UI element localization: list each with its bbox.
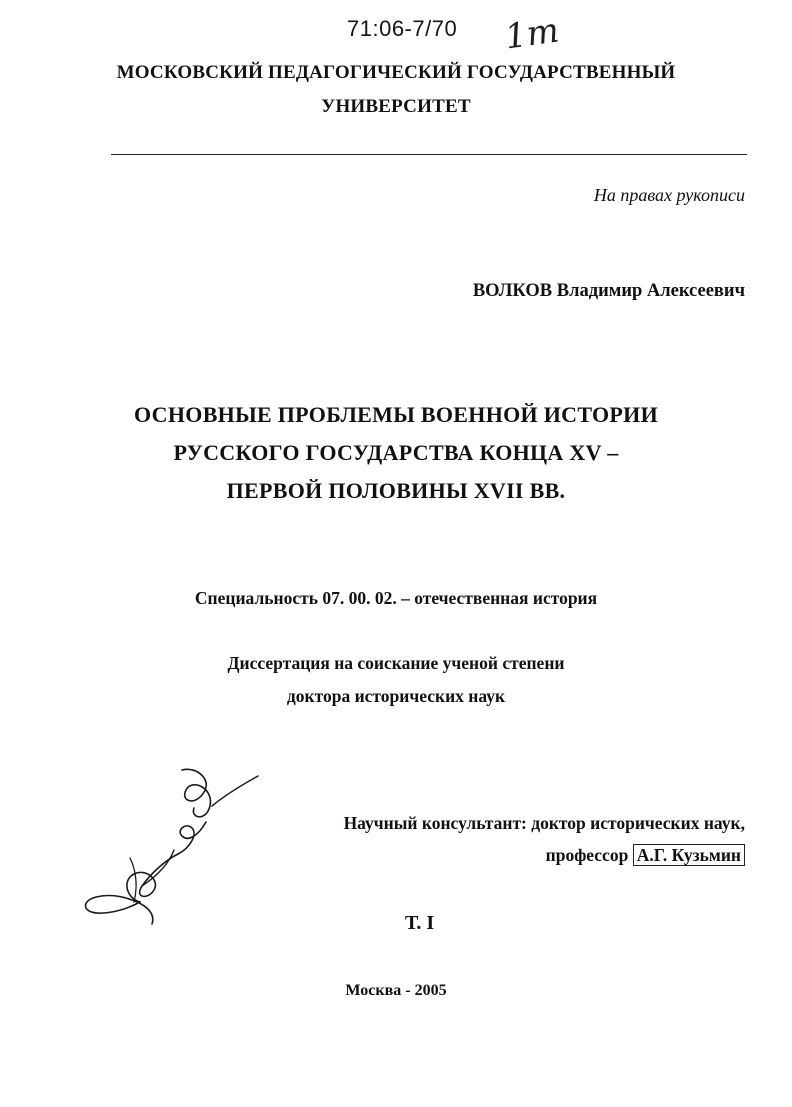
city-year: Москва - 2005 [345,982,447,999]
university-name-line1: МОСКОВСКИЙ ПЕДАГОГИЧЕСКИЙ ГОСУДАРСТВЕННЫЙ [116,62,676,83]
dissertation-line2: доктора исторических наук [286,686,506,706]
rights-note: На правах рукописи [593,185,745,205]
author-name: ВОЛКОВ Владимир Алексеевич [472,281,745,301]
consultant-name-box: А.Г. Кузьмин [633,844,745,866]
header-divider [111,154,747,155]
consultant-line: Научный консультант: доктор исторических наук, [343,813,745,833]
archive-stamp-code: 71:06-7/70 [347,16,458,41]
specialty-line: Специальность 07. 00. 02. – отечественная история [194,588,598,608]
handwritten-note: 1т [502,10,562,58]
thesis-title-line2: РУССКОГО ГОСУДАРСТВА КОНЦА XV – [173,440,619,465]
thesis-title-line3: ПЕРВОЙ ПОЛОВИНЫ XVII ВВ. [226,478,566,503]
thesis-title-line1: ОСНОВНЫЕ ПРОБЛЕМЫ ВОЕННОЙ ИСТОРИИ [134,402,658,427]
dissertation-line1: Диссертация на соискание ученой степени [227,653,565,673]
consultant-professor-line [546,845,745,866]
consultant-title: профессор [545,845,629,865]
signature-icon [82,762,282,942]
volume-label: Т. I [405,912,435,934]
university-name-line2: УНИВЕРСИТЕТ [321,96,471,117]
